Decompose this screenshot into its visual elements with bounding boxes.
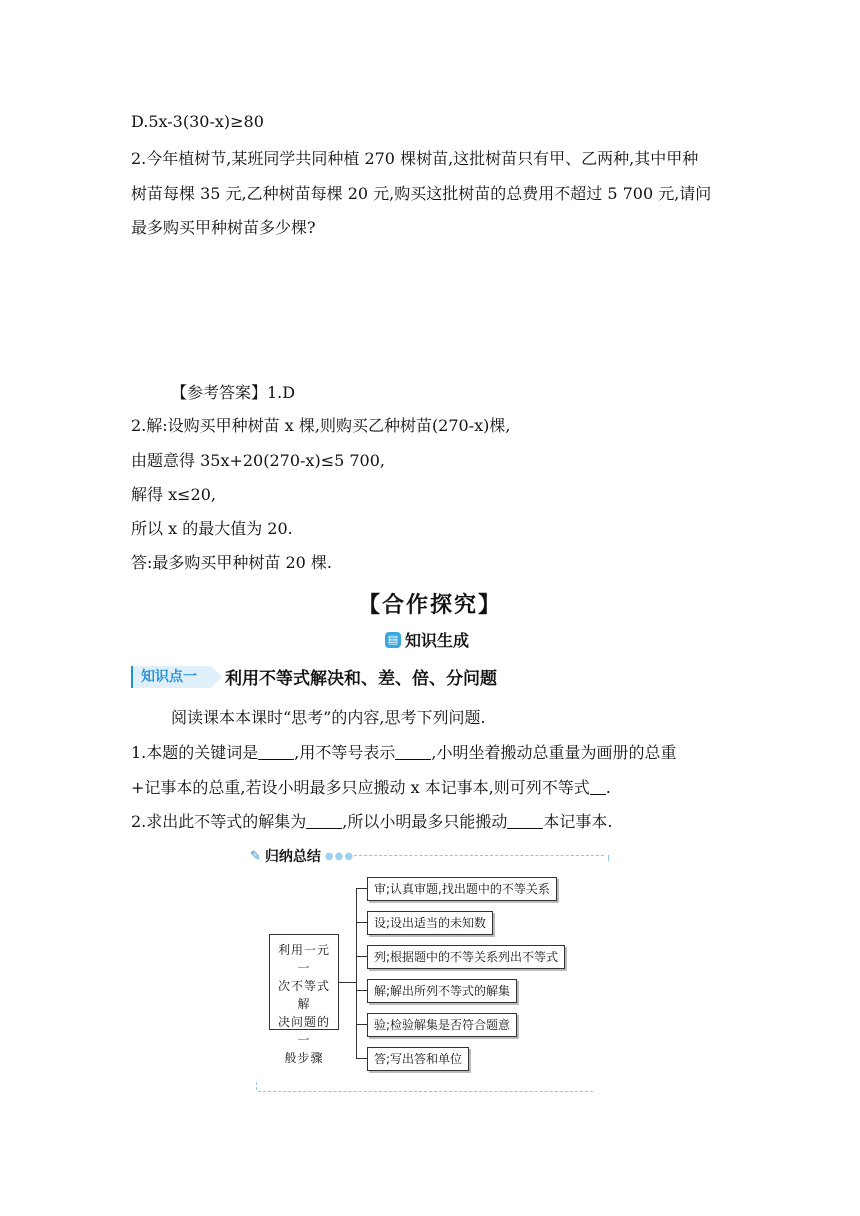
q2-text-a: 2.求出此不等式的解集为	[131, 812, 307, 831]
q1-text-d: +记事本的总重,若设小明最多只应搬动 x 本记事本,则可列不等式	[131, 778, 590, 797]
root-line: 般步骤	[284, 1051, 324, 1065]
answer-blank[interactable]	[590, 780, 606, 795]
connector-line	[356, 956, 367, 957]
step-box: 答;写出答和单位	[367, 1047, 469, 1071]
step-box: 验;检验解集是否符合题意	[367, 1013, 517, 1037]
fill-question-1-line-2	[131, 776, 611, 800]
q2-text-c: 本记事本.	[543, 812, 613, 831]
intro-text: 阅读课本本课时“思考”的内容,思考下列问题.	[171, 708, 486, 727]
summary-header	[250, 846, 354, 866]
answer-blank[interactable]	[306, 814, 342, 829]
connector-line	[356, 1024, 367, 1025]
question-2-line-1: 2.今年植树节,某班同学共同种植 270 棵树苗,这批树苗只有甲、乙两种,其中甲种	[131, 149, 699, 168]
option-d: D.5x-3(30-x)≥80	[131, 112, 264, 131]
step-box: 审;认真审题,找出题中的不等关系	[367, 877, 557, 901]
connector-line	[339, 982, 356, 983]
dashed-border-top	[354, 855, 604, 856]
reference-answer-label: 【参考答案】1.D	[171, 383, 296, 402]
connector-line	[356, 922, 367, 923]
answer-blank[interactable]	[507, 814, 543, 829]
knowledge-subhead	[385, 628, 469, 651]
knowledge-point-row	[131, 664, 497, 689]
subhead-label: 知识生成	[405, 631, 470, 650]
q2-text-b: ,所以小明最多只能搬动	[342, 812, 508, 831]
answer-blank[interactable]	[258, 745, 294, 760]
steps-root-box	[269, 934, 339, 1065]
step-box: 列;根据题中的不等关系列出不等式	[367, 945, 565, 969]
question-2-line-3: 最多购买甲种树苗多少棵?	[131, 218, 316, 237]
dashed-corner	[602, 855, 609, 861]
connector-line	[356, 888, 367, 889]
q1-text-a: 1.本题的关键词是	[131, 743, 259, 762]
root-line: 利用一元一	[277, 943, 330, 975]
root-line: 决问题的一	[277, 1015, 330, 1047]
fill-question-2	[131, 810, 612, 834]
answer-line-4: 所以 x 的最大值为 20.	[131, 519, 293, 538]
section-title: 【合作探究】	[357, 593, 502, 618]
question-2-line-2: 树苗每棵 35 元,乙种树苗每棵 20 元,购买这批树苗的总费用不超过 5 700 元,请问	[131, 184, 712, 203]
summary-box	[250, 846, 610, 1096]
answer-line-3: 解得 x≤20,	[131, 485, 216, 504]
step-box: 解;解出所列不等式的解集	[367, 979, 517, 1003]
q1-text-b: ,用不等号表示	[294, 743, 396, 762]
answer-blank[interactable]	[395, 745, 431, 760]
decorative-dots: ●●●	[324, 850, 355, 862]
connector-line	[356, 1058, 367, 1059]
bracket-line	[356, 888, 357, 1058]
answer-line-5: 答:最多购买甲种树苗 20 棵.	[131, 553, 333, 572]
q1-text-c: ,小明坐着搬动总重量为画册的总重	[431, 743, 677, 762]
dashed-corner	[256, 1082, 261, 1090]
fill-question-1-line-1	[131, 741, 676, 765]
knowledge-point-title: 利用不等式解决和、差、倍、分问题	[225, 669, 497, 689]
connector-line	[356, 990, 367, 991]
book-icon: ▤	[385, 632, 401, 648]
q1-text-e: .	[605, 778, 611, 797]
dashed-border-bottom	[258, 1091, 593, 1092]
knowledge-point-tag: 知识点一	[131, 666, 211, 688]
root-line: 次不等式解	[277, 979, 330, 1011]
pencil-icon: ✎	[250, 848, 261, 864]
answer-line-2: 由题意得 35x+20(270-x)≤5 700,	[131, 451, 385, 470]
step-box: 设;设出适当的未知数	[367, 911, 493, 935]
answer-line-1: 2.解:设购买甲种树苗 x 棵,则购买乙种树苗(270-x)棵,	[131, 416, 511, 435]
summary-title: 归纳总结	[264, 849, 321, 865]
